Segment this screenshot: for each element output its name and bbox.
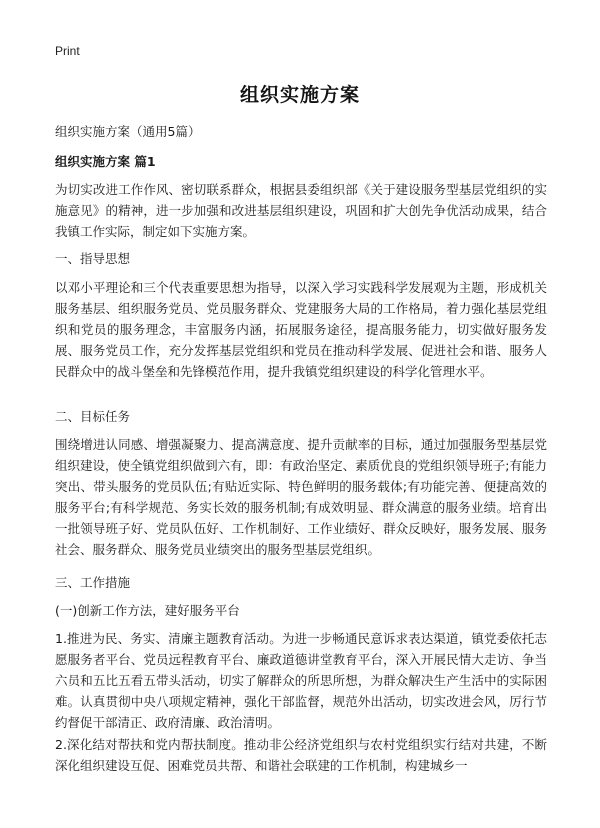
intro-paragraph: 为切实改进工作作风、密切联系群众，根据县委组织部《关于建设服务型基层党组织的实施意见》的精神，进一步加强和改进基层组织建设，巩固和扩大创先争优活动成果，结合我镇工作实际，制定如下实施方案。 [55, 182, 547, 239]
section-body-guiding-ideology: 以邓小平理论和三个代表重要思想为指导，以深入学习实践科学发展观为主题，形成机关服务基层、组织服务党员、党员服务群众、党建服务大局的工作格局，着力强化基层党组织和党员的服务理念，丰富服务内涵，拓展服务途径，提高服务能力，切实做好服务发展、服务党员工作，充分发挥基层党组织和党员在推动科学发展、促进社会和谐、服务人民群众中的战斗堡垒和先锋模范作用，提升我镇党组织建设的科学化管理水平。 [55, 280, 547, 379]
section-heading-goals: 二、目标任务 [55, 409, 131, 424]
document-subtitle: 组织实施方案（通用5篇） [55, 124, 201, 139]
measure-item-1: 1.推进为民、务实、清廉主题教育活动。为进一步畅通民意诉求表达渠道，镇党委依托志愿服务者平台、党员远程教育平台、廉政道德讲堂教育平台，深入开展民情大走访、争当六员和五比五看五带头活动，切实了解群众的所思所想，为群众解决生产生活中的实际困难。认真贯彻中央八项规定精神，强化干部监督，规范外出活动，切实改进会风，厉行节约督促干部清正、政府清廉、政治清明。 [55, 631, 547, 730]
print-label: Print [55, 44, 80, 58]
section-body-goals: 围绕增进认同感、增强凝聚力、提高满意度、提升贡献率的目标，通过加强服务型基层党组织建设，使全镇党组织做到六有，即：有政治坚定、素质优良的党组织领导班子;有能力突出、带头服务的党员队伍;有贴近实际、特色鲜明的服务载体;有功能完善、便捷高效的服务平台;有科学规范、务实长效的服务机制;有成效明显、群众满意的服务业绩。培育出一批领导班子好、党员队伍好、工作机制好、工作业绩好、群众反映好，服务发展、服务社会、服务群众、服务党员业绩突出的服务型基层党组织。 [55, 437, 547, 557]
measure-item-2: 2.深化结对帮扶和党内帮扶制度。推动非公经济党组织与农村党组织实行结对共建，不断深化组织建设互促、困难党员共帮、和谐社会联建的工作机制，构建城乡一 [55, 737, 547, 773]
section-heading-measures: 三、工作措施 [55, 575, 131, 590]
article-heading: 组织实施方案 篇1 [55, 154, 156, 169]
section-heading-guiding-ideology: 一、指导思想 [55, 251, 131, 266]
document-title: 组织实施方案 [239, 84, 360, 106]
subsection-heading-methods: (一)创新工作方法，建好服务平台 [55, 603, 240, 618]
